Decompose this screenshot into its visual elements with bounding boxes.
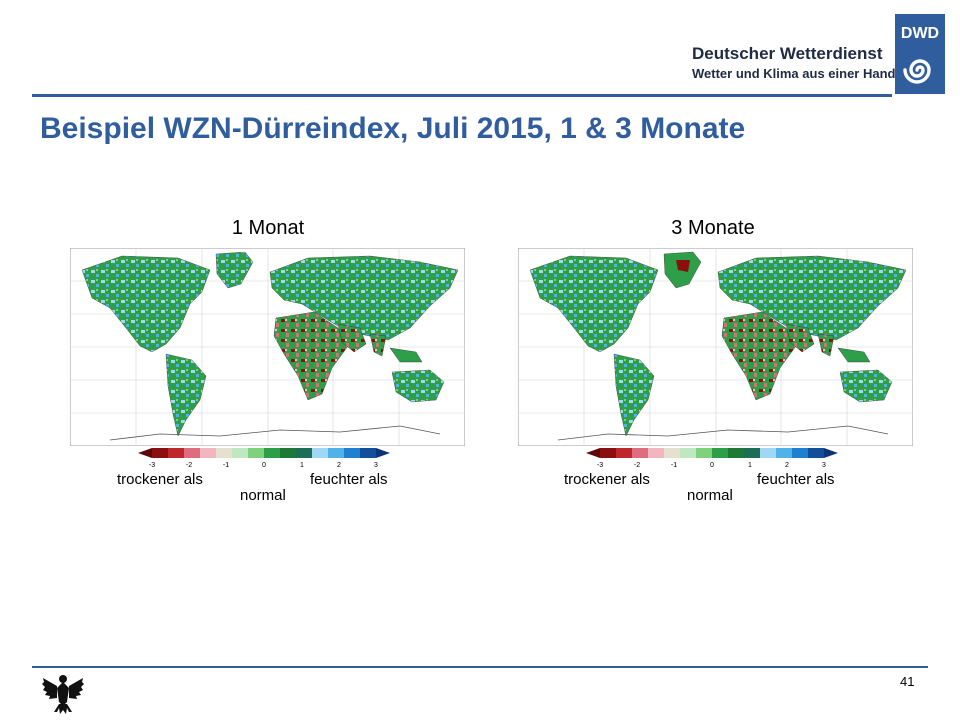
page-number: 41 — [900, 674, 915, 689]
colorbar-tick: -1 — [222, 462, 230, 469]
colorbar-tick: -1 — [670, 462, 678, 469]
colorbar-tick: -3 — [148, 462, 156, 469]
colorbar-tick: 0 — [262, 462, 266, 469]
map-title-3-monate: 3 Monate — [671, 217, 755, 239]
legend-normal-label: normal — [687, 487, 733, 504]
colorbar-3-monate — [586, 448, 844, 470]
slide-title: Beispiel WZN-Dürreindex, Juli 2015, 1 & 3 Monate — [40, 112, 746, 145]
map-title-1-monat: 1 Monat — [231, 217, 305, 239]
federal-eagle-icon — [40, 672, 86, 716]
colorbar-tick: 0 — [710, 462, 714, 469]
dwd-logo-text: DWD — [900, 25, 940, 42]
org-tagline: Wetter und Klima aus einer Hand — [692, 66, 896, 81]
colorbar-tick: 2 — [785, 462, 789, 469]
legend-dry-label: trockener als — [117, 471, 203, 488]
legend-normal-label: normal — [240, 487, 286, 504]
colorbar-tick: 1 — [748, 462, 752, 469]
colorbar-tick: -3 — [596, 462, 604, 469]
drought-map-1-monat — [70, 248, 465, 446]
colorbar-1-monat — [138, 448, 396, 470]
drought-map-3-monate — [518, 248, 913, 446]
dwd-spiral-logo-icon — [895, 14, 945, 94]
header-divider — [32, 94, 892, 97]
org-name: Deutscher Wetterdienst — [692, 44, 883, 63]
colorbar-tick: -2 — [633, 462, 641, 469]
footer-divider — [32, 666, 928, 668]
colorbar-tick: 1 — [300, 462, 304, 469]
colorbar-tick: 2 — [337, 462, 341, 469]
colorbar-tick: -2 — [185, 462, 193, 469]
colorbar-tick: 3 — [374, 462, 378, 469]
colorbar-tick: 3 — [822, 462, 826, 469]
legend-dry-label: trockener als — [564, 471, 650, 488]
legend-wet-label: feuchter als — [757, 471, 835, 488]
legend-wet-label: feuchter als — [310, 471, 388, 488]
